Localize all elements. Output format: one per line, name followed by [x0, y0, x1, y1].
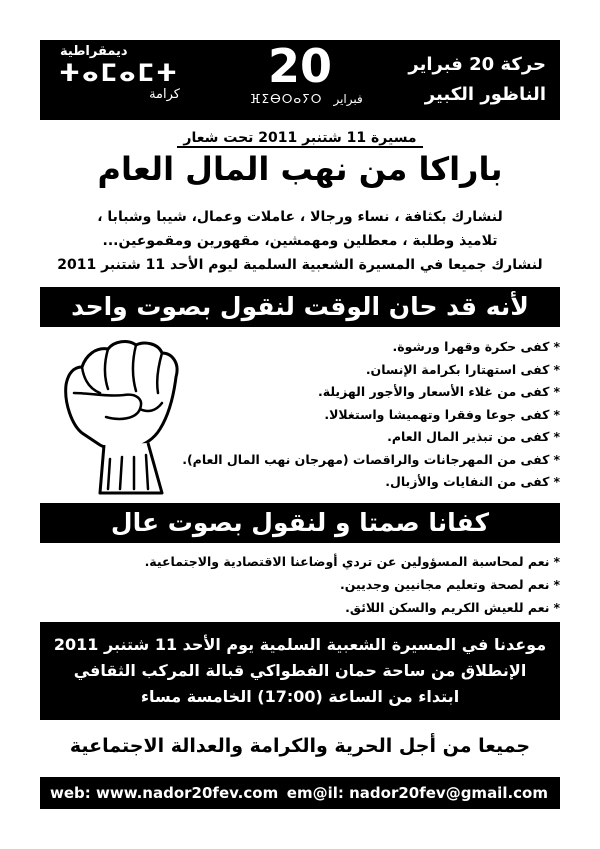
logo-20 — [250, 39, 363, 107]
item-text: كفى من المهرجانات والراقصات (مهرجان نهب المال العام). — [182, 451, 550, 467]
list-item — [200, 471, 560, 494]
item-text: كفى من غلاء الأسعار والأجور الهزيلة. — [318, 384, 550, 399]
banner-one-voice: لأنه قد حان الوقت لنقول بصوت واحد — [40, 287, 560, 327]
intro-line: لنشارك بكثافة ، نساء ورجالا ، عاملات وعمال، شيبا وشبابا ، — [97, 209, 503, 225]
list-item — [182, 449, 560, 472]
bullet-star: * — [553, 451, 560, 467]
meeting-info — [40, 622, 560, 720]
item-text: كفى حكرة وقهرا ورشوة. — [392, 339, 550, 354]
list-item — [200, 426, 560, 449]
item-text: نعم للعيش الكريم والسكن اللائق. — [345, 600, 550, 615]
footer-bar — [40, 777, 560, 809]
item-text: كفى جوعا وفقرا وتهميشا واستغلالا. — [324, 406, 550, 422]
headline: باراكا من نهب المال العام — [97, 150, 503, 188]
movement-line-1: حركة 20 فبراير — [408, 54, 546, 75]
bullet-star: * — [553, 361, 560, 377]
tifinagh-month: ⴼⵉⴱⵔⴰⵢⵔ — [250, 92, 323, 106]
item-text: نعم لمحاسبة المسؤولين عن تردي أوضاعنا الاقتصادية والاجتماعية. — [144, 554, 550, 569]
list-item — [60, 573, 560, 596]
bullet-star: * — [553, 384, 560, 399]
item-text: نعم لصحة وتعليم مجانيين وجديين. — [339, 577, 550, 592]
banner-loud-voice: كفانا صمتا و لنقول بصوت عال — [40, 503, 560, 543]
list-item — [60, 550, 560, 573]
email-link[interactable]: em@il: nador20fev@gmail.com — [286, 784, 548, 802]
meeting-line: الإنطلاق من ساحة حمان الفطواكي قبالة المركب الثقافي — [73, 661, 527, 680]
democracy-label: ديمقراطية — [60, 44, 128, 59]
bullet-star: * — [553, 339, 560, 354]
movement-line-2: الناظور الكبير — [424, 84, 546, 105]
march-subtitle — [0, 127, 600, 148]
meeting-line: ابتداء من الساعة (17:00) الخامسة مساء — [140, 687, 460, 706]
closing-slogan: جميعا من أجل الحرية والكرامة والعدالة الاجتماعية — [69, 735, 531, 757]
header-bar — [40, 40, 560, 120]
enough-list — [182, 336, 560, 494]
dignity-label: كرامة — [149, 87, 180, 102]
bullet-star: * — [553, 474, 560, 489]
democracy-dignity — [54, 44, 184, 102]
bullet-star: * — [553, 554, 560, 569]
list-item — [200, 404, 560, 427]
yes-list — [60, 550, 560, 619]
movement-name — [408, 50, 546, 110]
list-item — [60, 596, 560, 619]
bullet-star: * — [553, 429, 560, 444]
intro-line: لنشارك جميعا في المسيرة الشعبية السلمية ليوم الأحد 11 شتنبر 2011 — [57, 257, 543, 273]
raised-fist-icon — [44, 333, 190, 495]
item-text: كفى من تبذير المال العام. — [387, 429, 550, 444]
bullet-star: * — [553, 577, 560, 592]
month-arabic: فبراير — [333, 92, 363, 106]
tifinagh-word: ⵜⴰⵎⴰⵎⵜ — [58, 59, 180, 87]
bullet-star: * — [553, 600, 560, 615]
website-link[interactable]: web: www.nador20fev.com — [50, 784, 279, 802]
logo-number: 20 — [267, 39, 332, 93]
list-item — [200, 381, 560, 404]
intro-line: تلاميذ وطلبة ، معطلين ومهمشين، مقهورين ومقموعين... — [102, 233, 498, 249]
intro-text — [40, 205, 560, 277]
list-item — [200, 359, 560, 382]
list-item — [200, 336, 560, 359]
meeting-line: موعدنا في المسيرة الشعبية السلمية يوم الأحد 11 شتنبر 2011 — [53, 635, 547, 654]
subtitle-text: مسيرة 11 شتنبر 2011 تحت شعار — [177, 130, 422, 148]
item-text: كفى استهتارا بكرامة الإنسان. — [365, 361, 550, 377]
item-text: كفى من النفايات والأزبال. — [385, 474, 550, 489]
bullet-star: * — [553, 406, 560, 422]
